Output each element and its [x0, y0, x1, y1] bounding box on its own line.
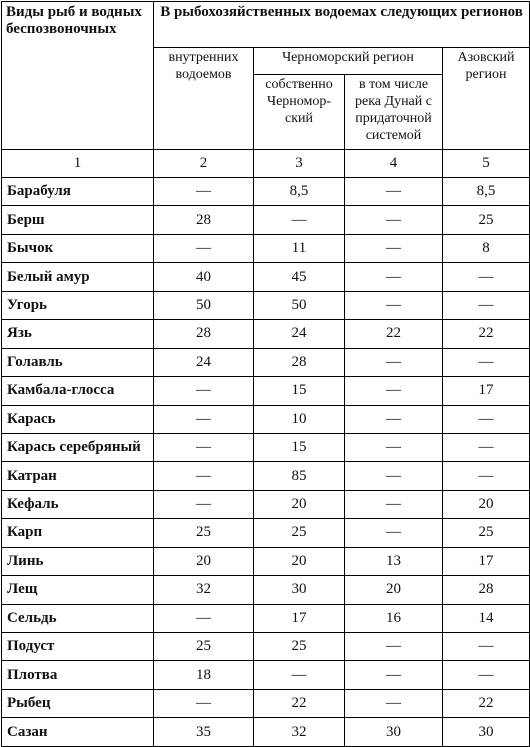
inland-value-cell: — [154, 178, 254, 206]
species-name-cell: Карась серебряный [2, 433, 154, 461]
inland-value-cell: — [154, 433, 254, 461]
black-sea-value-cell: 24 [254, 320, 345, 348]
danube-value-cell: 20 [345, 576, 443, 604]
black-sea-value-cell: — [254, 661, 345, 689]
azov-value-cell: — [443, 633, 530, 661]
black-sea-value-cell: 20 [254, 547, 345, 575]
azov-value-cell: 8 [443, 234, 530, 262]
table-row [2, 234, 530, 262]
black-sea-value-cell: 32 [254, 718, 345, 746]
species-name-cell: Берш [2, 206, 154, 234]
black-sea-region-header: Черноморский регион [254, 48, 443, 75]
danube-value-cell: — [345, 490, 443, 518]
azov-value-cell: — [443, 462, 530, 490]
column-number: 1 [2, 150, 154, 178]
species-name-cell: Карась [2, 405, 154, 433]
table-row [2, 320, 530, 348]
azov-value-cell: — [443, 291, 530, 319]
species-name-cell: Катран [2, 462, 154, 490]
azov-value-cell: — [443, 348, 530, 376]
danube-value-cell: — [345, 178, 443, 206]
black-sea-value-cell: 10 [254, 405, 345, 433]
danube-value-cell: — [345, 291, 443, 319]
species-column-header: Виды рыб и водных беспозвоночных [2, 2, 154, 150]
inland-value-cell: 25 [154, 519, 254, 547]
species-name-cell: Белый амур [2, 263, 154, 291]
regions-column-header: В рыбохозяйственных водоемах следующих регионов [154, 2, 530, 48]
column-number-row [2, 150, 530, 178]
column-number: 5 [443, 150, 530, 178]
species-name-cell: Сельдь [2, 604, 154, 632]
table-row [2, 519, 530, 547]
black-sea-value-cell: 17 [254, 604, 345, 632]
black-sea-value-cell: 20 [254, 490, 345, 518]
inland-value-cell: 40 [154, 263, 254, 291]
black-sea-value-cell: 50 [254, 291, 345, 319]
table-row [2, 547, 530, 575]
inland-value-cell: 32 [154, 576, 254, 604]
azov-value-cell: 22 [443, 320, 530, 348]
species-name-cell: Камбала-глосса [2, 377, 154, 405]
species-name-cell: Лещ [2, 576, 154, 604]
azov-value-cell: 14 [443, 604, 530, 632]
black-sea-value-cell: 25 [254, 519, 345, 547]
danube-value-cell: — [345, 689, 443, 717]
danube-value-cell: — [345, 633, 443, 661]
column-number: 2 [154, 150, 254, 178]
inland-value-cell: 28 [154, 320, 254, 348]
azov-value-cell: 22 [443, 689, 530, 717]
table-row [2, 433, 530, 461]
danube-value-cell: — [345, 348, 443, 376]
inland-value-cell: — [154, 490, 254, 518]
table-row [2, 348, 530, 376]
species-name-cell: Голавль [2, 348, 154, 376]
azov-region-header: Азовский регион [443, 48, 530, 150]
species-name-cell: Плотва [2, 661, 154, 689]
species-name-cell: Сазан [2, 718, 154, 746]
table-row [2, 718, 530, 746]
danube-value-cell: — [345, 661, 443, 689]
inland-value-cell: 20 [154, 547, 254, 575]
azov-value-cell: — [443, 405, 530, 433]
danube-value-cell: — [345, 377, 443, 405]
inland-value-cell: 35 [154, 718, 254, 746]
table-row [2, 377, 530, 405]
black-sea-value-cell: 15 [254, 377, 345, 405]
black-sea-value-cell: 8,5 [254, 178, 345, 206]
species-name-cell: Карп [2, 519, 154, 547]
black-sea-value-cell: 28 [254, 348, 345, 376]
azov-value-cell: — [443, 263, 530, 291]
danube-value-cell: — [345, 433, 443, 461]
black-sea-value-cell: 22 [254, 689, 345, 717]
species-name-cell: Барабуля [2, 178, 154, 206]
inland-value-cell: 50 [154, 291, 254, 319]
danube-value-cell: — [345, 462, 443, 490]
table-row [2, 490, 530, 518]
table-body [2, 178, 530, 747]
table-row [2, 576, 530, 604]
azov-value-cell: 17 [443, 377, 530, 405]
danube-value-cell: 22 [345, 320, 443, 348]
inland-value-cell: — [154, 689, 254, 717]
column-number: 4 [345, 150, 443, 178]
azov-value-cell: 28 [443, 576, 530, 604]
azov-value-cell: 30 [443, 718, 530, 746]
inland-value-cell: 25 [154, 633, 254, 661]
black-sea-value-cell: 45 [254, 263, 345, 291]
inland-value-cell: — [154, 462, 254, 490]
species-name-cell: Кефаль [2, 490, 154, 518]
species-name-cell: Линь [2, 547, 154, 575]
azov-value-cell: 20 [443, 490, 530, 518]
danube-value-cell: — [345, 405, 443, 433]
table-row [2, 405, 530, 433]
inland-value-cell: — [154, 234, 254, 262]
black-sea-value-cell: — [254, 206, 345, 234]
table-row [2, 604, 530, 632]
table-row [2, 291, 530, 319]
species-name-cell: Подуст [2, 633, 154, 661]
column-number: 3 [254, 150, 345, 178]
black-sea-value-cell: 30 [254, 576, 345, 604]
azov-value-cell: 25 [443, 206, 530, 234]
black-sea-value-cell: 11 [254, 234, 345, 262]
azov-value-cell: 25 [443, 519, 530, 547]
table-row [2, 661, 530, 689]
azov-value-cell: — [443, 433, 530, 461]
danube-value-cell: 16 [345, 604, 443, 632]
table-row [2, 206, 530, 234]
azov-value-cell: 8,5 [443, 178, 530, 206]
species-name-cell: Бычок [2, 234, 154, 262]
danube-value-cell: 13 [345, 547, 443, 575]
danube-value-cell: — [345, 263, 443, 291]
fish-size-table [1, 1, 530, 747]
table-row [2, 263, 530, 291]
danube-value-cell: — [345, 206, 443, 234]
table-row [2, 689, 530, 717]
species-name-cell: Язь [2, 320, 154, 348]
table-row [2, 178, 530, 206]
species-name-cell: Угорь [2, 291, 154, 319]
table-row [2, 462, 530, 490]
black-sea-value-cell: 85 [254, 462, 345, 490]
inland-value-cell: 24 [154, 348, 254, 376]
inland-value-cell: 28 [154, 206, 254, 234]
inland-value-cell: — [154, 604, 254, 632]
black-sea-value-cell: 15 [254, 433, 345, 461]
black-sea-value-cell: 25 [254, 633, 345, 661]
table-row [2, 633, 530, 661]
danube-value-cell: — [345, 234, 443, 262]
danube-header: в том числе река Дунай с придаточной системой [345, 75, 443, 150]
inland-value-cell: 18 [154, 661, 254, 689]
inland-value-cell: — [154, 405, 254, 433]
inland-value-cell: — [154, 377, 254, 405]
danube-value-cell: 30 [345, 718, 443, 746]
azov-value-cell: — [443, 661, 530, 689]
danube-value-cell: — [345, 519, 443, 547]
species-name-cell: Рыбец [2, 689, 154, 717]
azov-value-cell: 17 [443, 547, 530, 575]
black-sea-proper-header: собственно Черномор-ский [254, 75, 345, 150]
inland-waters-header: внутренних водоемов [154, 48, 254, 150]
